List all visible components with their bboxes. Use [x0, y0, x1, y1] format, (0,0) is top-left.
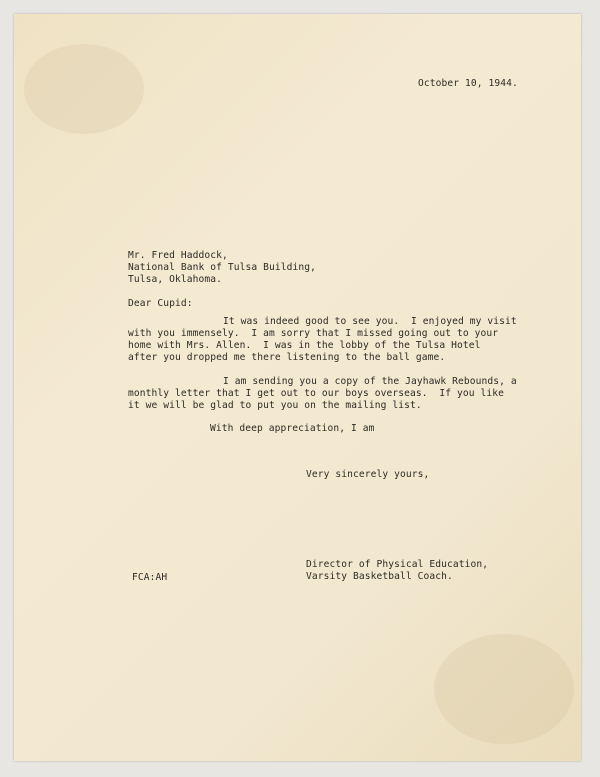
recipient-name: Mr. Fred Haddock,: [128, 250, 228, 261]
paragraph-line: It was indeed good to see you. I enjoyed my visit: [223, 316, 517, 327]
paragraph-line: With deep appreciation, I am: [210, 423, 375, 434]
closing: Very sincerely yours,: [306, 469, 430, 480]
paper-stain: [434, 634, 574, 744]
paragraph-line: it we will be glad to put you on the mailing list.: [128, 400, 422, 411]
paragraph-line: home with Mrs. Allen. I was in the lobby of the Tulsa Hotel: [128, 340, 481, 351]
paragraph-line: monthly letter that I get out to our boys overseas. If you like: [128, 388, 505, 399]
paragraph-line: I am sending you a copy of the Jayhawk Rebounds, a: [223, 376, 517, 387]
signature-title-1: Director of Physical Education,: [306, 559, 489, 570]
typist-initials: FCA:AH: [132, 572, 168, 583]
recipient-organization: National Bank of Tulsa Building,: [128, 262, 317, 273]
signature-title-2: Varsity Basketball Coach.: [306, 571, 453, 582]
letter-page: [14, 14, 581, 761]
paper-stain: [24, 44, 144, 134]
letter-date: October 10, 1944.: [418, 78, 518, 89]
recipient-city: Tulsa, Oklahoma.: [128, 274, 223, 285]
paragraph-line: with you immensely. I am sorry that I missed going out to your: [128, 328, 499, 339]
salutation: Dear Cupid:: [128, 298, 193, 309]
paragraph-line: after you dropped me there listening to the ball game.: [128, 352, 446, 363]
